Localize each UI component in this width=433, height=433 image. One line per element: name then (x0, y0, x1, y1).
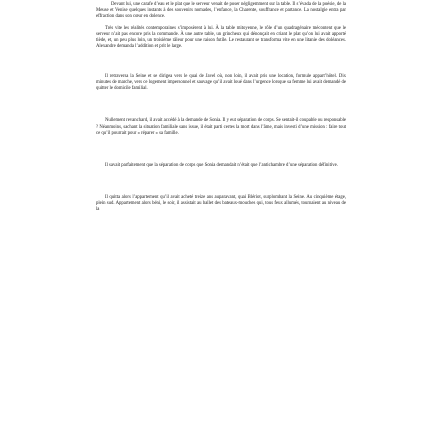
text-column (96, 2, 346, 213)
paragraph-5: Il savait parfaitement que la séparation de corps que Sonia demandait n’était que l’antichambre d’une séparation définitive. (105, 162, 338, 168)
paragraph-2: Très vite les réalités contemporaines s’imposèrent à lui. À la table mitoyenne, le rôle d’un quadragénaire mécontent que le serveur n’ait pas encore pris la commande. À une autre table, un grincheux qui dénonçait en criant le plat qu’on lui avait apporté tiède, et, un peu plus loin, un troisième râleur pour une raison futile. Le restaurant se transforma vite en une litanie des doléances. Alexandre demanda l’addition et prit le large. (96, 26, 346, 50)
paragraph-1: Devant lui, une carafe d’eau et le plat que le serveur venait de poser négligemment sur la table. Il s’évada de la poésie, de la Meuse et Venise quelques instants à des souvenirs nomades, l’enfance, la Charente, souffrance et partance. La nostalgie entra par effraction dans son cœur en dolence. (96, 2, 346, 20)
paragraph-3: Il retraversa la Seine et se dirigea vers le quai de Javel où, non loin, il avait pris une location, formule appart’hôtel. Dix minutes de marche, vers ce logement impersonnel et sauvage qu’il avait loué dans l’urgence lorsque sa femme lui avait demandé de quitter le domicile familial. (96, 74, 346, 92)
paragraph-4: Nullement revanchard, il avait accédé à la demande de Sonia. Il y eut séparation de corps. Se sentait-il coupable ou responsable ? Néanmoins, sachant la situation familiale sans issue, il était parti certes la mort dans l’âme, mais investi d’une mission : faire tout ce qu’il pourrait pour « réparer » sa famille. (96, 118, 347, 136)
paragraph-6: Il quitta alors l’appartement qu’il avait acheté treize ans auparavant, quai Blériot, surplombant la Seine. Au cinquième étage, plein sud. Appartement alors béni, le soir, il assistait au ballet des bateaux-mouches qui, tous feux allumés, tournaient au niveau de la (96, 194, 346, 212)
